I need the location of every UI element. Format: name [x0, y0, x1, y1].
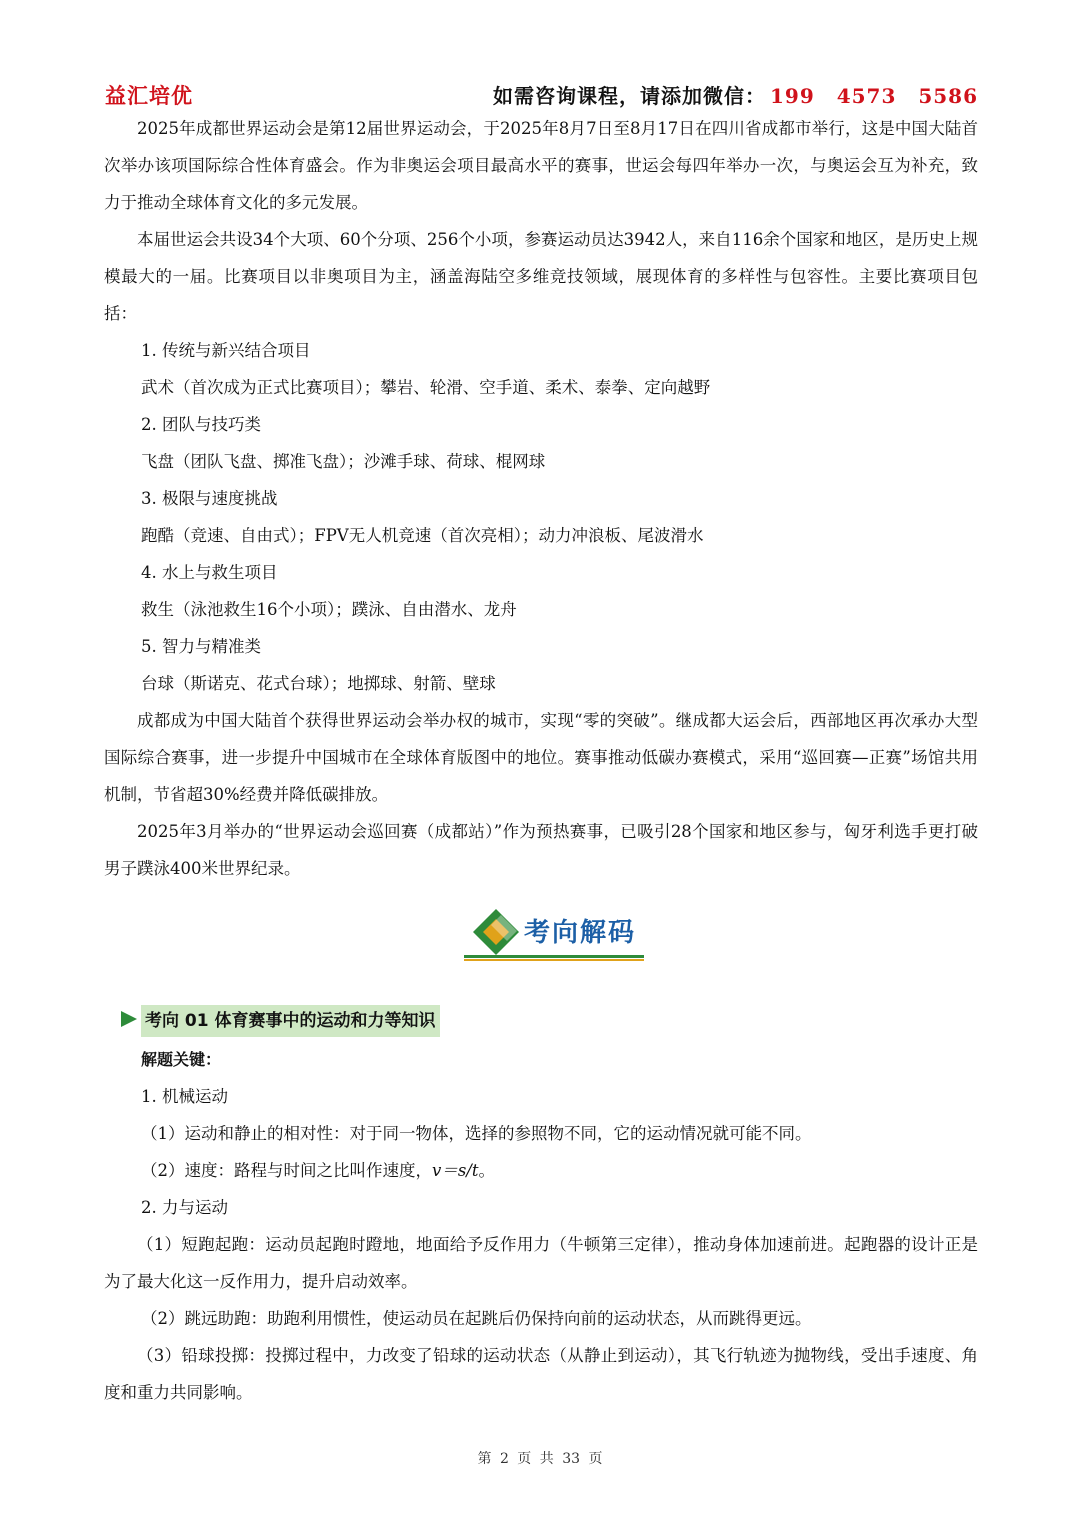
speed-suffix: 。 — [478, 1161, 495, 1180]
banner-title: 考向解码 — [524, 918, 637, 948]
category-items: 武术（首次成为正式比赛项目）；攀岩、轮滑、空手道、柔术、泰拳、定向越野 — [141, 378, 711, 397]
speed-formula: v＝s/t — [432, 1161, 479, 1180]
category-title: 2. 团队与技巧类 — [141, 415, 261, 434]
point-text: （3）铅球投掷：投掷过程中，力改变了铅球的运动状态（从静止到运动），其飞行轨迹为抛物线，受出手速度、角度和重力共同影响。 — [104, 1346, 978, 1402]
category-title: 1. 传统与新兴结合项目 — [141, 341, 311, 360]
topic-heading — [104, 1001, 978, 1041]
intro-paragraph-1: 2025年成都世界运动会是第12届世界运动会，于2025年8月7日至8月17日在四川省成都市举行，这是中国大陆首次举办该项国际综合性体育盛会。作为非奥运会项目最高水平的赛事，世运会每四年举办一次，与奥运会互为补充，致力于推动全球体育文化的多元发展。 — [104, 119, 978, 212]
banner-underline-accent — [464, 959, 644, 961]
point-text: （2）跳远助跑：助跑利用惯性，使运动员在起跳后仍保持向前的运动状态，从而跳得更远。 — [141, 1309, 812, 1328]
category-items: 台球（斯诺克、花式台球）；地掷球、射箭、壁球 — [141, 674, 496, 693]
contact-label: 如需咨询课程，请添加微信： — [492, 84, 766, 108]
category-title: 5. 智力与精准类 — [141, 637, 261, 656]
banner-underline — [464, 955, 644, 958]
contact-number: 199 4573 5586 — [769, 84, 978, 108]
section-banner — [104, 901, 978, 997]
key-heading: 解题关键： — [141, 1050, 222, 1069]
category-items: 跑酷（竞速、自由式）；FPV无人机竞速（首次亮相）；动力冲浪板、尾波滑水 — [141, 526, 704, 545]
topic-label: 考向 01 体育赛事中的运动和力等知识 — [141, 1005, 440, 1037]
category-items: 救生（泳池救生16个小项）；蹼泳、自由潜水、龙舟 — [141, 600, 517, 619]
point-text: （1）短跑起跑：运动员起跑时蹬地，地面给予反作用力（牛顿第三定律），推动身体加速前进。起跑器的设计正是为了最大化这一反作用力，提升启动效率。 — [104, 1235, 978, 1291]
intro-paragraph-4: 2025年3月举办的“世界运动会巡回赛（成都站）”作为预热赛事，已吸引28个国家和地区参与，匈牙利选手更打破男子蹼泳400米世界纪录。 — [104, 822, 978, 878]
point-text: （1）运动和静止的相对性：对于同一物体，选择的参照物不同，它的运动情况就可能不同。 — [141, 1124, 812, 1143]
contact-info — [493, 80, 978, 109]
category-items: 飞盘（团队飞盘、掷准飞盘）；沙滩手球、荷球、棍网球 — [141, 452, 546, 471]
page-number: 第 2 页 共 33 页 — [477, 1451, 603, 1467]
speed-text: （2）速度：路程与时间之比叫作速度， — [141, 1161, 432, 1180]
diamond-logo-icon — [471, 907, 521, 957]
intro-paragraph-3: 成都成为中国大陆首个获得世界运动会举办权的城市，实现“零的突破”。继成都大运会后，西部地区再次承办大型国际综合赛事，进一步提升中国城市在全球体育版图中的地位。赛事推动低碳办赛模式，采用“巡回赛—正赛”场馆共用机制，节省超30%经费并降低碳排放。 — [104, 711, 978, 804]
brand-name: 益汇培优 — [105, 83, 193, 108]
intro-paragraph-2: 本届世运会共设34个大项、60个分项、256个小项，参赛运动员达3942人，来自116余个国家和地区，是历史上规模最大的一届。比赛项目以非奥项目为主，涵盖海陆空多维竞技领域，展现体育的多样性与包容性。主要比赛项目包括： — [104, 230, 978, 323]
point-text — [104, 1152, 978, 1189]
play-arrow-icon — [121, 1011, 137, 1027]
subsection-title: 2. 力与运动 — [141, 1198, 228, 1217]
document-body — [104, 110, 978, 1411]
category-title: 3. 极限与速度挑战 — [141, 489, 278, 508]
page-header — [105, 80, 978, 114]
category-title: 4. 水上与救生项目 — [141, 563, 278, 582]
subsection-title: 1. 机械运动 — [141, 1087, 228, 1106]
